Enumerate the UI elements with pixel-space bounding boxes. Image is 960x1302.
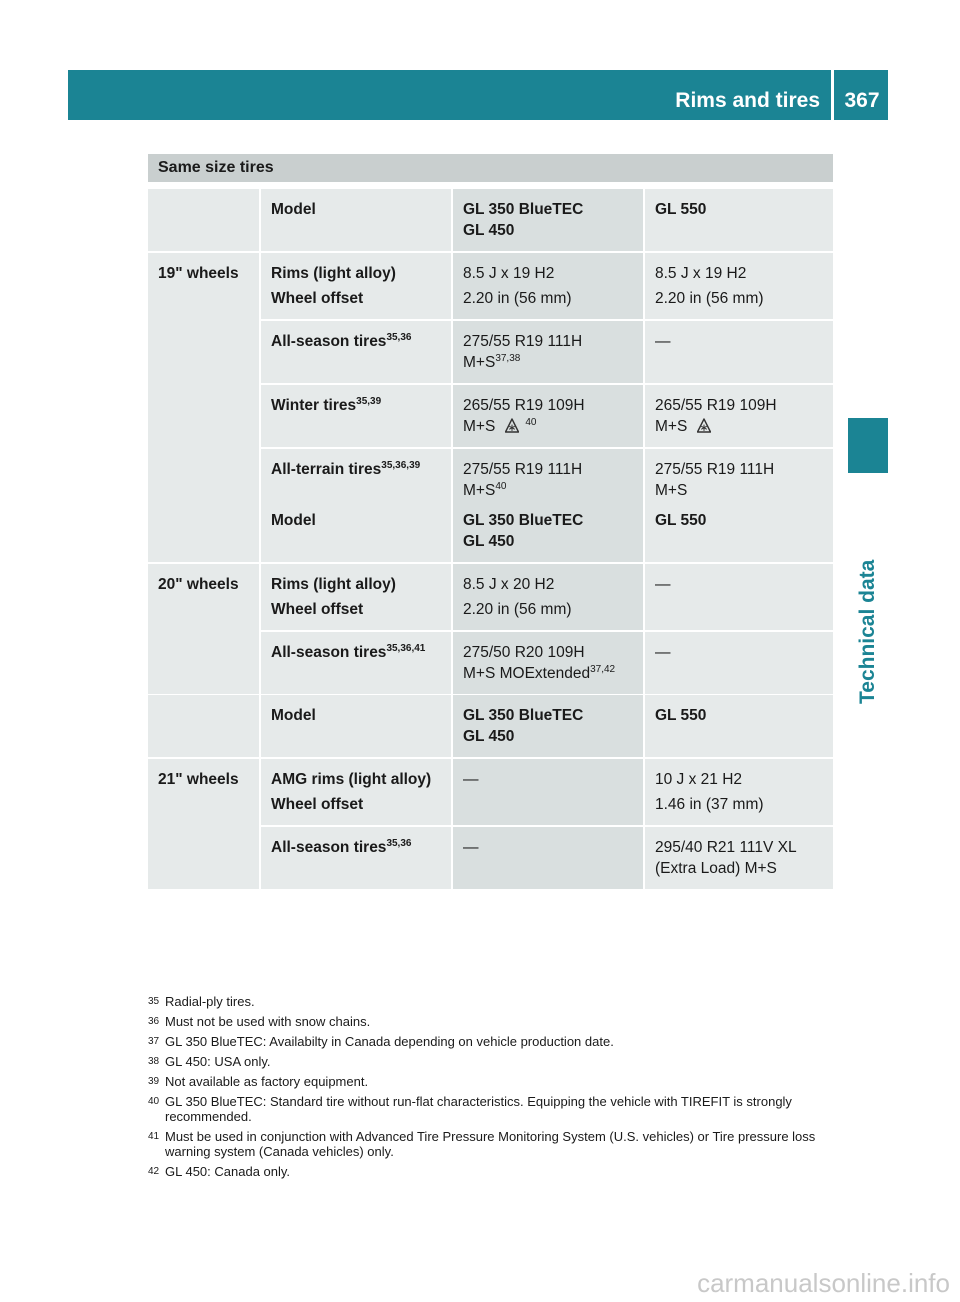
tire-table-21	[148, 695, 833, 889]
cell-line: All-season tires$^{35,36}$	[271, 838, 412, 856]
value-col2	[643, 630, 833, 694]
cell-line: Wheel offset	[271, 601, 364, 618]
footnote-ref: 35,39	[356, 396, 382, 407]
row-label	[259, 319, 451, 383]
tire-table-19	[148, 189, 833, 511]
footnote-number: 40	[148, 1096, 160, 1107]
cell-line: GL 350 BlueTEC	[463, 201, 584, 218]
footnote-ref: 35,36	[386, 332, 412, 343]
header-model-label	[259, 189, 451, 251]
cell-line: 2.20 in (56 mm)	[463, 290, 572, 307]
header-empty-cell	[148, 500, 259, 562]
cell-line: M+S	[655, 416, 825, 437]
value-col2	[643, 319, 833, 383]
cell-line: Wheel offset	[271, 290, 364, 307]
footnote-ref: 37,42	[590, 664, 616, 675]
value-col1	[451, 757, 643, 825]
snowflake-mountain-icon	[697, 418, 711, 433]
header-model-label	[259, 695, 451, 757]
cell-line: 275/50 R20 109H	[463, 644, 585, 661]
footnote-text: GL 450: Canada only.	[165, 1164, 291, 1179]
value-col1	[451, 319, 643, 383]
cell-line: (Extra Load) M+S	[655, 860, 777, 877]
page-header-title: Rims and tires	[675, 89, 820, 112]
cell-line: GL 550	[655, 201, 707, 218]
header-empty-cell	[148, 189, 259, 251]
footnote-text: Must be used in conjunction with Advanced Tire Pressure Monitoring System (U.S. vehicles) or Tire pressure loss warning system (Canada vehicles) only.	[165, 1129, 816, 1159]
cell-line: All-terrain tires$^{35,36,39}$	[271, 460, 421, 478]
footnote-number: 38	[148, 1056, 160, 1067]
wheel-size-category: 20" wheels	[148, 562, 259, 694]
footnote-text: Radial-ply tires.	[165, 994, 255, 1009]
footnote-number: 35	[148, 996, 160, 1007]
watermark: carmanualsonline.info	[697, 1268, 950, 1298]
tire-table-20	[148, 500, 833, 694]
footnote-number: 37	[148, 1036, 160, 1047]
wheel-size-category: 19" wheels	[148, 251, 259, 511]
cell-line: $M+S^{40}$	[463, 481, 507, 499]
row-label	[259, 825, 451, 889]
cell-line: Rims (light alloy)	[271, 265, 396, 282]
row-label	[259, 757, 451, 825]
value-col2	[643, 757, 833, 825]
cell-line: 295/40 R21 111V XL	[655, 839, 797, 856]
cell-line: 1.46 in (37 mm)	[655, 796, 764, 813]
footnote-item	[148, 1074, 838, 1089]
cell-line: Winter tires$^{35,39}$	[271, 396, 382, 414]
cell-line: M+S $^{40}$	[463, 417, 537, 435]
cell-line: —	[655, 576, 671, 593]
cell-line: 10 J x 21 H2	[655, 771, 743, 788]
cell-line: $M+S^{37,38}$	[463, 353, 521, 371]
value-col2	[643, 251, 833, 319]
cell-line: GL 550	[655, 512, 707, 529]
header-empty-cell	[148, 695, 259, 757]
cell-line: GL 450	[463, 728, 515, 745]
cell-line: GL 350 BlueTEC	[463, 707, 584, 724]
value-col1	[451, 251, 643, 319]
cell-line: AMG rims (light alloy)	[271, 771, 432, 788]
cell-line: GL 350 BlueTEC	[463, 512, 584, 529]
cell-line: 2.20 in (56 mm)	[463, 601, 572, 618]
cell-line: 265/55 R19 109H	[655, 397, 777, 414]
snowflake-mountain-icon	[505, 418, 519, 433]
header-model-col2	[643, 695, 833, 757]
table-header-row	[148, 500, 833, 562]
footnote-item	[148, 1094, 838, 1124]
footnote-ref: 35,36,41	[386, 643, 426, 654]
row-label	[259, 251, 451, 319]
footnote-number: 39	[148, 1076, 160, 1087]
footnote-item	[148, 994, 838, 1009]
cell-line: Model	[271, 201, 316, 218]
cell-line: M+S	[655, 482, 688, 499]
footnote-text: GL 350 BlueTEC: Standard tire without run-flat characteristics. Equipping the vehicle with TIREFIT is strongly recommended.	[165, 1094, 792, 1124]
table-row	[148, 562, 833, 630]
cell-line: 8.5 J x 19 H2	[655, 265, 747, 282]
cell-line: 8.5 J x 19 H2	[463, 265, 555, 282]
header-model-label	[259, 500, 451, 562]
value-col1	[451, 562, 643, 630]
footnote-text: Not available as factory equipment.	[165, 1074, 369, 1089]
footnote-ref: 40	[495, 481, 507, 492]
cell-line: M+S MOExtended$^{37,42}$	[463, 664, 616, 682]
footnote-ref: 35,36	[386, 838, 412, 849]
cell-line: 8.5 J x 20 H2	[463, 576, 555, 593]
footnote-number: 36	[148, 1016, 160, 1027]
page-number: 367	[844, 89, 880, 112]
footnote-number: 41	[148, 1131, 160, 1142]
table-header-row	[148, 695, 833, 757]
cell-line: Rims (light alloy)	[271, 576, 396, 593]
cell-line: Model	[271, 512, 316, 529]
table-row	[148, 757, 833, 825]
row-label	[259, 630, 451, 694]
footnote-number: 42	[148, 1166, 160, 1177]
table-row	[148, 251, 833, 319]
footnote-item	[148, 1014, 838, 1029]
footnote-item	[148, 1129, 838, 1159]
footnote-text: GL 350 BlueTEC: Availabilty in Canada depending on vehicle production date.	[165, 1034, 614, 1049]
footnote-item	[148, 1164, 838, 1179]
footnote-item	[148, 1054, 838, 1069]
cell-line: —	[463, 771, 479, 788]
value-col1	[451, 630, 643, 694]
cell-line: 275/55 R19 111H	[463, 333, 583, 350]
cell-line: GL 450	[463, 222, 515, 239]
cell-line: 265/55 R19 109H	[463, 397, 585, 414]
side-tab-label: Technical data	[856, 559, 879, 704]
cell-line: —	[655, 644, 671, 661]
header-model-col1	[451, 500, 643, 562]
cell-line: Wheel offset	[271, 796, 364, 813]
cell-line: 275/55 R19 111H	[655, 461, 775, 478]
row-label	[259, 562, 451, 630]
value-col2	[643, 562, 833, 630]
header-divider	[831, 70, 834, 120]
header-model-col2	[643, 189, 833, 251]
row-label	[259, 383, 451, 447]
wheel-size-category: 21" wheels	[148, 757, 259, 889]
header-model-col2	[643, 500, 833, 562]
cell-line: —	[463, 839, 479, 856]
cell-line: All-season tires$^{35,36}$	[271, 332, 412, 350]
table-header-row	[148, 189, 833, 251]
value-col1	[451, 383, 643, 447]
value-col2	[643, 825, 833, 889]
cell-line: Model	[271, 707, 316, 724]
footnotes	[148, 994, 838, 1184]
value-col2	[643, 383, 833, 447]
cell-line: 2.20 in (56 mm)	[655, 290, 764, 307]
cell-line: 275/55 R19 111H	[463, 461, 583, 478]
header-model-col1	[451, 189, 643, 251]
cell-line: —	[655, 333, 671, 350]
footnote-ref: 35,36,39	[381, 460, 421, 471]
cell-line: GL 550	[655, 707, 707, 724]
footnote-text: GL 450: USA only.	[165, 1054, 271, 1069]
side-tab-marker	[848, 418, 888, 473]
cell-line: All-season tires$^{35,36,41}$	[271, 643, 426, 661]
header-model-col1	[451, 695, 643, 757]
footnote-ref: 37,38	[495, 353, 521, 364]
footnote-text: Must not be used with snow chains.	[165, 1014, 371, 1029]
footnote-item	[148, 1034, 838, 1049]
cell-line: GL 450	[463, 533, 515, 550]
section-title: Same size tires	[148, 154, 833, 182]
value-col1	[451, 825, 643, 889]
footnote-ref: 40	[525, 417, 537, 428]
